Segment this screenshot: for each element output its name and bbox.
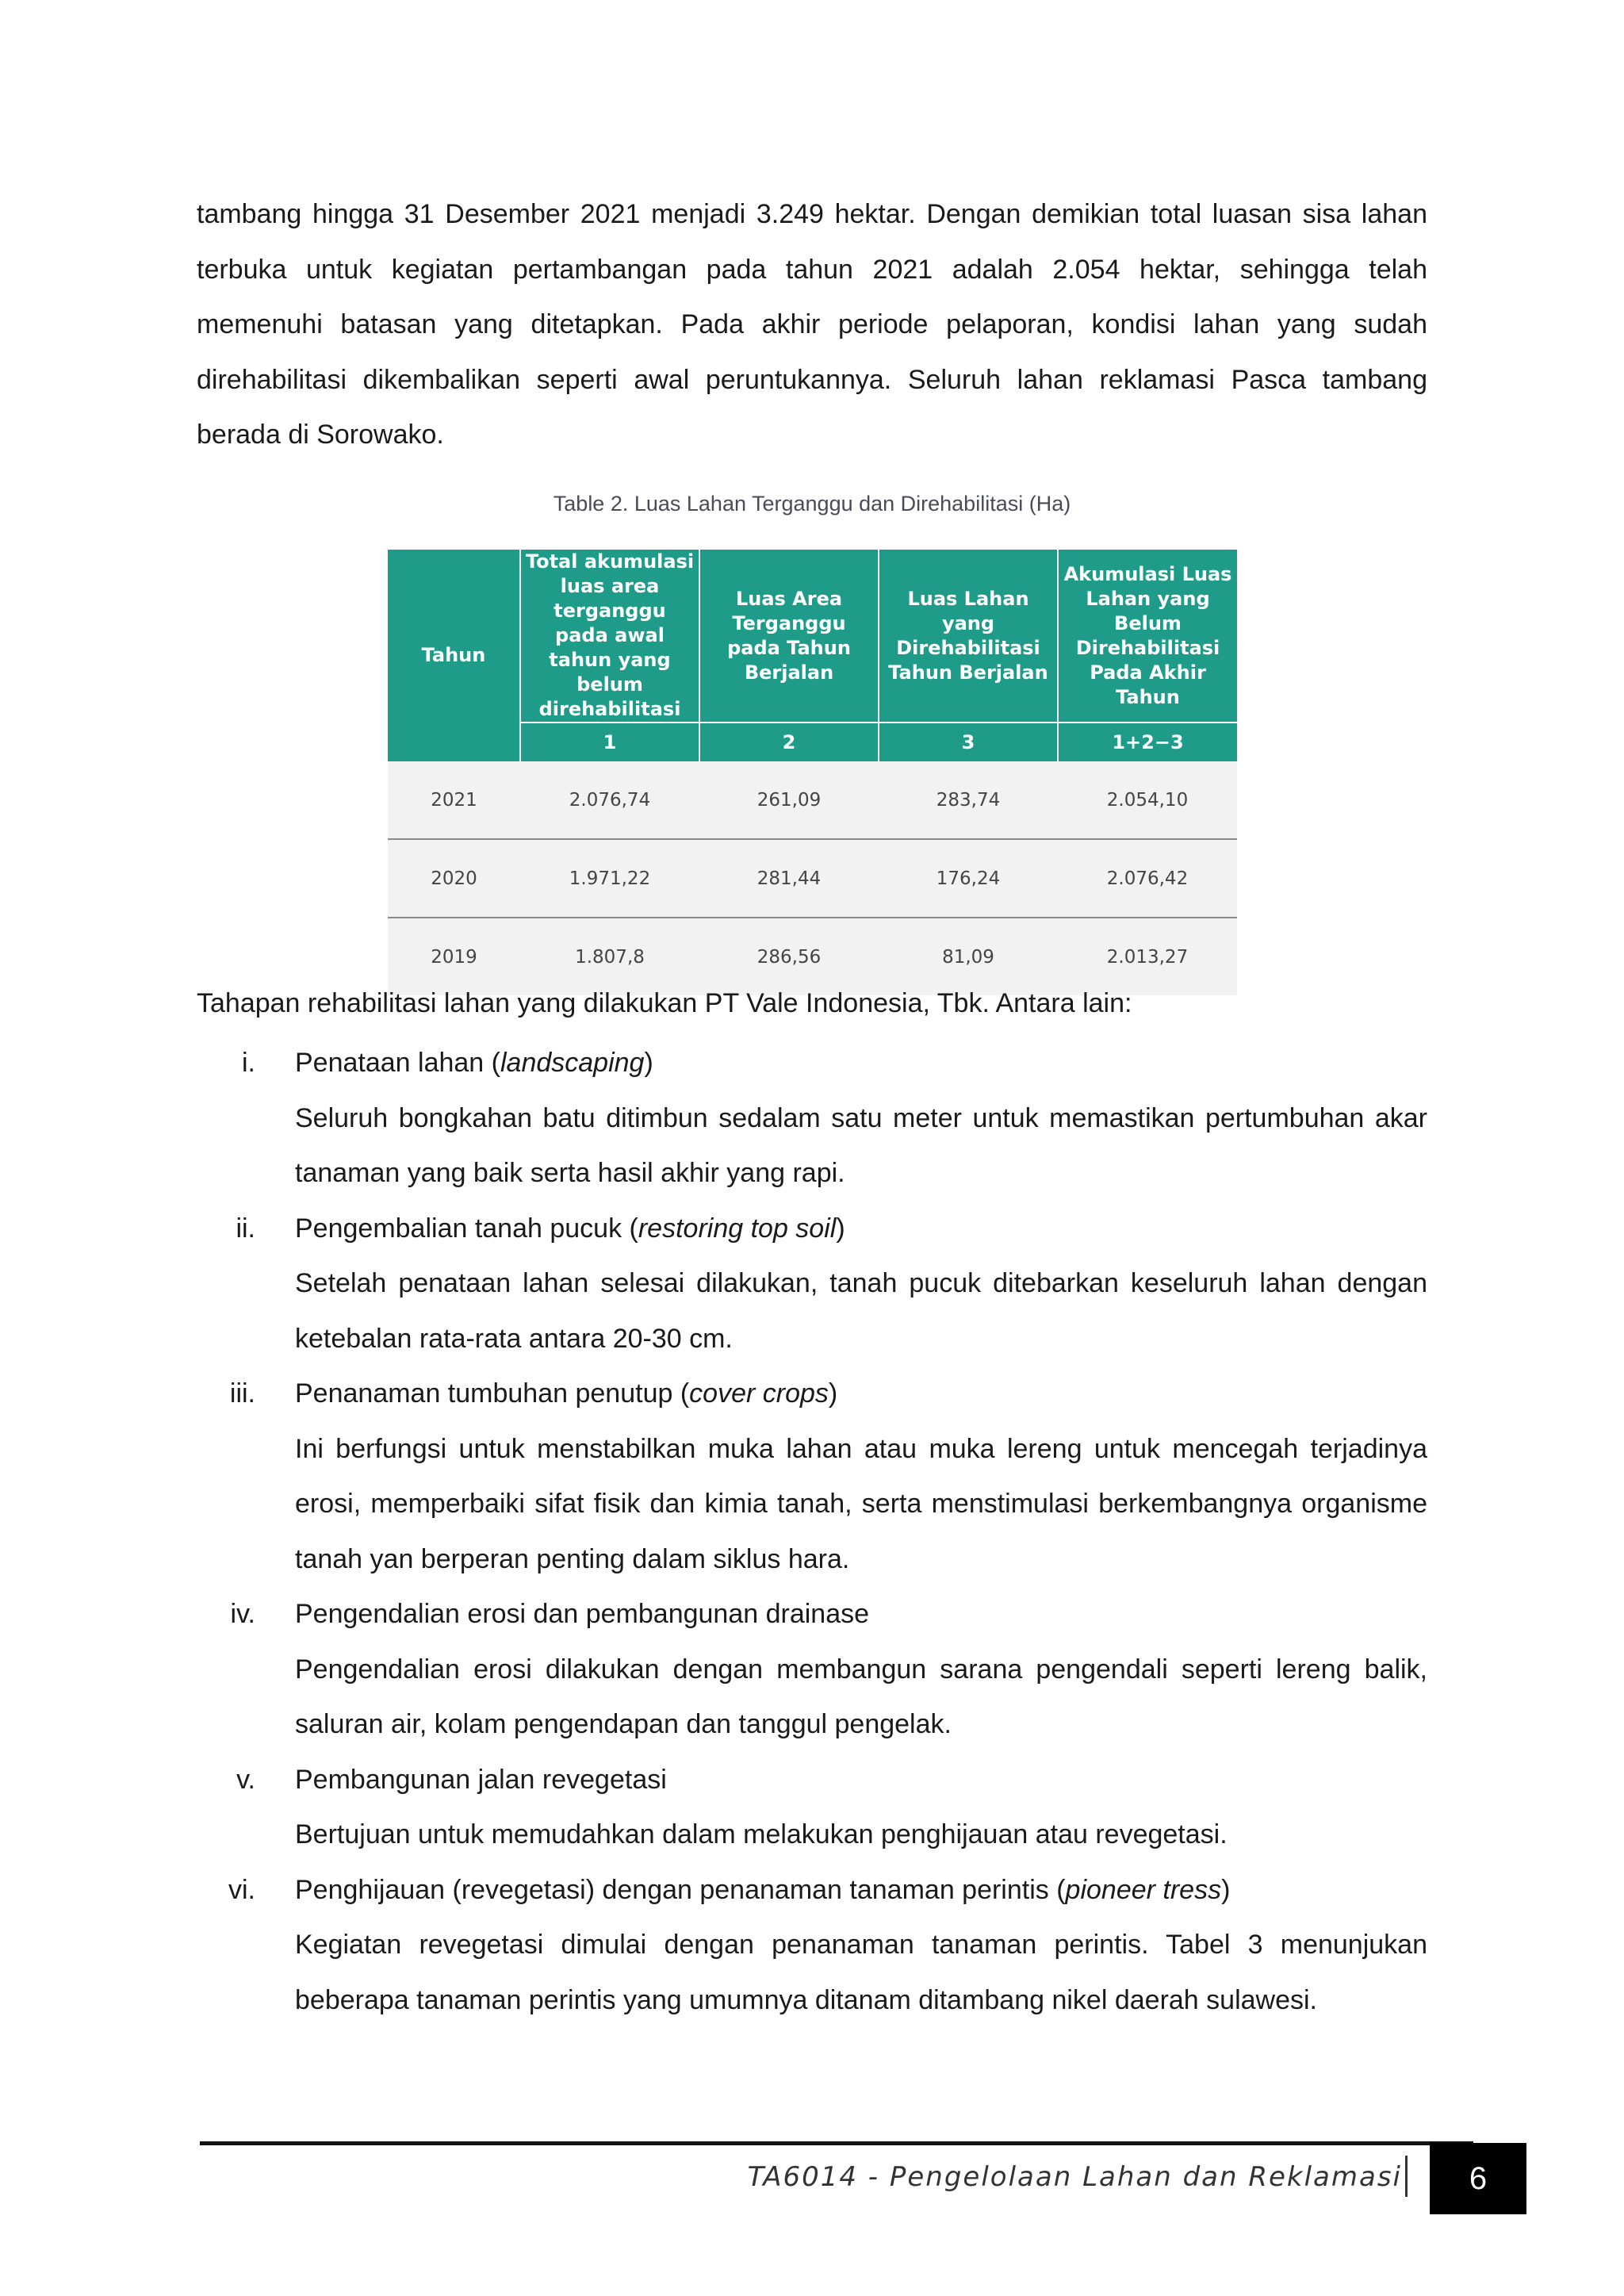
item-number: iv. [230,1599,255,1629]
list-item [197,1366,1427,1587]
list-intro: Tahapan rehabilitasi lahan yang dilakukan PT Vale Indonesia, Tbk. Antara lain: [197,988,1132,1018]
page-number: 6 [1430,2143,1526,2214]
item-number: vi. [228,1874,255,1905]
list-item [197,1036,1427,1202]
cell: 2.054,10 [1058,761,1237,839]
header-tahun: Tahun [388,550,520,761]
table-caption: Table 2. Luas Lahan Terganggu dan Direhabilitasi (Ha) [553,492,1071,516]
item-title: Penghijauan (revegetasi) dengan penanaman tanaman perintis (pioneer tress) [295,1874,1231,1905]
item-description: Ini berfungsi untuk menstabilkan muka lahan atau muka lereng untuk mencegah terjadinya erosi, memperbaiki sifat fisik dan kimia tanah, serta menstimulasi berkembangnya organisme tanah yan berperan penting dalam siklus hara. [295,1433,1427,1574]
item-title: Penanaman tumbuhan penutup (cover crops) [295,1378,838,1409]
subheader-1: 1 [520,723,699,761]
item-title: Penataan lahan (landscaping) [295,1048,653,1078]
header-col-1: Total akumulasi luas area terganggu pada awal tahun yang belum direhabilitasi [520,550,699,723]
header-col-2: Luas Area Terganggu pada Tahun Berjalan [699,550,879,723]
cell: 2.013,27 [1058,918,1237,995]
item-description: Bertujuan untuk memudahkan dalam melakukan penghijauan atau revegetasi. [295,1819,1228,1849]
cell: 2.076,42 [1058,839,1237,918]
cell: 1.807,8 [520,918,699,995]
table-row [388,918,1237,995]
cell-year: 2020 [388,839,520,918]
cell-year: 2019 [388,918,520,995]
cell: 261,09 [699,761,879,839]
item-title: Pembangunan jalan revegetasi [295,1764,667,1795]
list-item [197,1753,1427,1863]
cell: 281,44 [699,839,879,918]
item-number: v. [236,1764,255,1795]
cell: 81,09 [879,918,1058,995]
subheader-3: 3 [879,723,1058,761]
item-title: Pengembalian tanah pucuk (restoring top soil) [295,1213,845,1244]
item-description: Pengendalian erosi dilakukan dengan membangun sarana pengendali seperti lereng balik, saluran air, kolam pengendapan dan tanggul pengelak. [295,1654,1427,1739]
item-description: Seluruh bongkahan batu ditimbun sedalam satu meter untuk memastikan pertumbuhan akar tanaman yang baik serta hasil akhir yang rapi. [295,1102,1427,1188]
list-item [197,1202,1427,1367]
header-col-3: Luas Lahan yang Direhabilitasi Tahun Berjalan [879,550,1058,723]
item-number: iii. [229,1378,255,1409]
subheader-4: 1+2−3 [1058,723,1237,761]
subheader-2: 2 [699,723,879,761]
item-number: ii. [236,1213,255,1244]
list-item [197,1863,1427,2029]
body-paragraph: tambang hingga 31 Desember 2021 menjadi 3.249 hektar. Dengan demikian total luasan sisa lahan terbuka untuk kegiatan pertambangan pada tahun 2021 adalah 2.054 hektar, sehingga telah memenuhi batasan yang ditetapkan. Pada akhir periode pelaporan, kondisi lahan yang sudah direhabilitasi dikembalikan seperti awal peruntukannya. Seluruh lahan reklamasi Pasca tambang berada di Sorowako. [197,199,1427,450]
cell-year: 2021 [388,761,520,839]
item-title: Pengendalian erosi dan pembangunan drainase [295,1599,870,1629]
item-description: Kegiatan revegetasi dimulai dengan penanaman tanaman perintis. Tabel 3 menunjukan beberapa tanaman perintis yang umumnya ditanam ditambang nikel daerah sulawesi. [295,1930,1427,2015]
table-row [388,761,1237,839]
table-row [388,839,1237,918]
cell: 2.076,74 [520,761,699,839]
header-col-4: Akumulasi Luas Lahan yang Belum Direhabilitasi Pada Akhir Tahun [1058,550,1237,723]
cell: 176,24 [879,839,1058,918]
cell: 1.971,22 [520,839,699,918]
rehab-steps-list [197,1036,1427,2028]
cell: 286,56 [699,918,879,995]
item-number: i. [242,1048,255,1078]
footer-rule [200,2141,1473,2145]
cell: 283,74 [879,761,1058,839]
item-description: Setelah penataan lahan selesai dilakukan, tanah pucuk ditebarkan keseluruh lahan dengan ketebalan rata-rata antara 20-30 cm. [295,1268,1427,1354]
footer-separator [1405,2156,1408,2197]
land-table [388,550,1237,995]
list-item [197,1587,1427,1753]
table-header-row [388,550,1237,723]
footer-course-title: TA6014 - Pengelolaan Lahan dan Reklamasi [747,2161,1402,2193]
